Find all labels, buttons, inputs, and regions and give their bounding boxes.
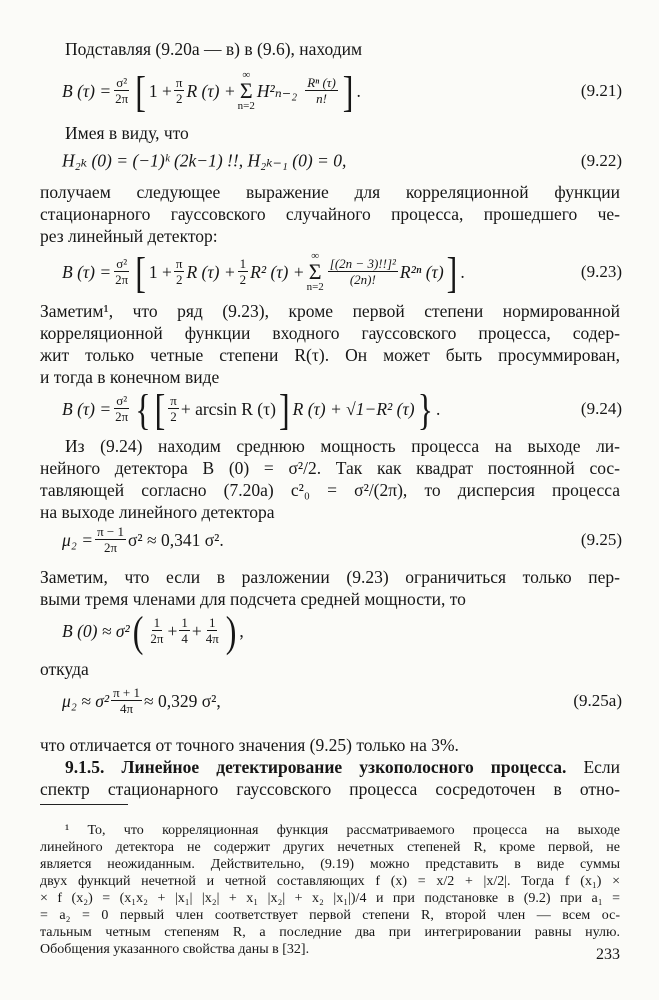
- eq-rhs: σ² ≈ 0,341 σ².: [127, 529, 224, 550]
- equation-number: (9.22): [580, 151, 622, 170]
- eq-lhs: B (0) ≈ σ²: [62, 620, 130, 641]
- fraction: $\frac{1}{2\pi}$: [150, 615, 164, 646]
- equation-body: [62, 686, 221, 716]
- text-line: Подставляя (9.20а — в) в (9.6), находим: [65, 39, 363, 59]
- eq-term: R (τ) + √1−R² (τ): [292, 398, 415, 419]
- fraction: $\frac{\text{[(2n − 3)!!]²}}{(2n)!}$: [329, 256, 396, 287]
- footnote-line: линейного детектора не содержит других нечетных степеней R, кроме первой, не: [40, 840, 620, 855]
- fraction: $\frac{1}{4\pi}$: [205, 615, 219, 646]
- text-line: жит только четные степени R(τ). Он может быть просуммирован,: [40, 345, 620, 365]
- text-line: Заметим, что если в разложении (9.23) ограничиться только пер-: [40, 567, 620, 587]
- eq-term: R²ⁿ (τ): [399, 261, 444, 282]
- equation-9-22: [62, 144, 622, 178]
- equation-number: (9.25а): [573, 691, 622, 710]
- eq-lhs: B (τ) =: [62, 398, 112, 419]
- equation-number: (9.24): [580, 399, 622, 418]
- right-brace: }: [417, 384, 433, 434]
- equation-number: (9.25): [580, 530, 622, 549]
- equation-9-25a: [62, 678, 622, 724]
- equation-9-24: [62, 384, 622, 434]
- left-brace: {: [135, 384, 151, 434]
- fraction: $\frac{1}{2}$: [239, 256, 247, 287]
- sum-operator: ∞ Σ n=2: [237, 69, 255, 112]
- footnote-line: тальным четным степеням R, а последние два при интегрировании равны нулю.: [40, 925, 620, 940]
- left-paren: (: [132, 606, 144, 656]
- equation-number: (9.23): [580, 262, 622, 281]
- footnote-line: × f (x₂) = (x₁x₂ + |x₁| |x₂| + x₁ |x₂| + x₂ |x₁|)/4 и при подстановке в (9.2) при a₁ =: [40, 891, 620, 906]
- text-line: откуда: [40, 659, 89, 679]
- text-line: рез линейный детектор:: [40, 226, 218, 246]
- text-line: корреляционной функции входного гауссовского процесса, содер-: [40, 323, 620, 343]
- fraction: $\frac{\text{σ²}}{2\pi}$: [115, 75, 129, 106]
- footnote-line: = a₂ = 0 первый член соответствует первой степени R, второй член — всем ос-: [40, 908, 620, 923]
- plus: +: [191, 620, 202, 641]
- equation-9-23: [62, 244, 622, 300]
- page-number: 233: [596, 946, 620, 963]
- right-bracket: ]: [278, 384, 290, 434]
- eq-lhs: μ₂ ≈ σ²: [62, 690, 110, 711]
- text-line: Имея в виду, что: [65, 123, 189, 143]
- eq-term: H²ₙ₋₂: [256, 80, 298, 101]
- eq-tail: .: [460, 261, 465, 282]
- text-line: на выходе линейного детектора: [40, 502, 275, 522]
- footnote-line: Обобщения указанного свойства даны в [32].: [40, 942, 310, 957]
- fraction: $\frac{\pi}{2}$: [175, 256, 183, 287]
- eq-tail: .: [435, 398, 441, 419]
- fraction: $\frac{\pi}{2}$: [175, 75, 183, 106]
- text-fragment: Если: [583, 757, 620, 777]
- fraction: $\frac{\text{Rⁿ (τ)}}{n!}$: [307, 75, 336, 106]
- equation-body: H₂ₖ (0) = (−1)ᵏ (2k−1) !!, H₂ₖ₋₁ (0) = 0,: [62, 150, 347, 171]
- equation-body: [62, 525, 224, 555]
- right-paren: ): [225, 606, 237, 656]
- right-bracket: ]: [342, 66, 354, 116]
- equation-body: [62, 606, 244, 656]
- fraction: $\frac{\pi - 1}{2\pi}$: [97, 524, 124, 555]
- fraction: $\frac{\text{σ²}}{2\pi}$: [115, 393, 129, 424]
- footnote-separator: [40, 804, 128, 805]
- text-line: получаем следующее выражение для корреляционной функции: [40, 182, 620, 202]
- equation-body: [62, 384, 441, 434]
- footnote-line: является неожиданным. Действительно, (9.19) можно представить в виде суммы: [40, 857, 620, 872]
- equation-body: [62, 247, 465, 297]
- equation-number: (9.21): [580, 81, 622, 100]
- text-line: что отличается от точного значения (9.25) только на 3%.: [40, 735, 459, 755]
- eq-rhs: ≈ 0,329 σ²,: [144, 690, 221, 711]
- left-bracket: [: [135, 247, 146, 297]
- eq-lhs: B (τ) =: [62, 80, 112, 101]
- footnote-line: ¹ То, что корреляционная функция рассматриваемого процесса на выходе: [65, 823, 620, 838]
- equation-9-25: [62, 518, 622, 562]
- text-line: Заметим¹, что ряд (9.23), кроме первой степени нормированной: [40, 301, 620, 321]
- eq-term: 1 +: [148, 261, 172, 282]
- eq-term: 1 +: [148, 80, 172, 101]
- text-line: Из (9.24) находим среднюю мощность процесса на выходе ли-: [65, 436, 620, 456]
- text-line: нейного детектора B (0) = σ²/2. Так как квадрат постоянной сос-: [40, 458, 620, 478]
- fraction: $\frac{\pi}{2}$: [170, 393, 177, 424]
- section-heading-line: [40, 756, 620, 778]
- text-line: выми тремя членами для подсчета средней мощности, то: [40, 589, 466, 609]
- plus: +: [167, 620, 178, 641]
- eq-lhs: B (τ) =: [62, 261, 112, 282]
- left-bracket: [: [154, 384, 166, 434]
- eq-term: R (τ) +: [186, 80, 236, 101]
- fraction: $\frac{\text{σ²}}{2\pi}$: [115, 256, 129, 287]
- eq-lhs: μ₂ =: [62, 529, 94, 550]
- footnote-line: двух функций нечетной и четной составляющих f (x) = x/2 + |x/2|. Тогда f (x₁) ×: [40, 874, 620, 889]
- fraction: $\frac{1}{4}$: [181, 615, 188, 646]
- left-bracket: [: [135, 66, 146, 116]
- equation-body: [62, 66, 361, 116]
- section-heading: 9.1.5. Линейное детектирование узкополосного процесса.: [65, 757, 567, 777]
- eq-term: R² (τ) +: [250, 261, 305, 282]
- equation-b0: [62, 608, 622, 654]
- text-line: тавляющей согласно (7.20а) c²₀ = σ²/(2π), то дисперсия процесса: [40, 480, 620, 500]
- eq-tail: ,: [239, 620, 244, 641]
- fraction: $\frac{\pi + 1}{4\pi}$: [113, 685, 141, 716]
- text-line: спектр стационарного гауссовского процесса сосредоточен в отно-: [40, 779, 620, 799]
- equation-9-21: [62, 62, 622, 120]
- text-line: и тогда в конечном виде: [40, 367, 220, 387]
- eq-term: R (τ) +: [186, 261, 236, 282]
- sum-operator: ∞ Σ n=2: [306, 250, 324, 293]
- eq-tail: .: [356, 80, 361, 101]
- right-bracket: ]: [446, 247, 458, 297]
- text-line: стационарного гауссовского случайного процесса, прошедшего че-: [40, 204, 620, 224]
- eq-term: + arcsin R (τ): [180, 398, 276, 419]
